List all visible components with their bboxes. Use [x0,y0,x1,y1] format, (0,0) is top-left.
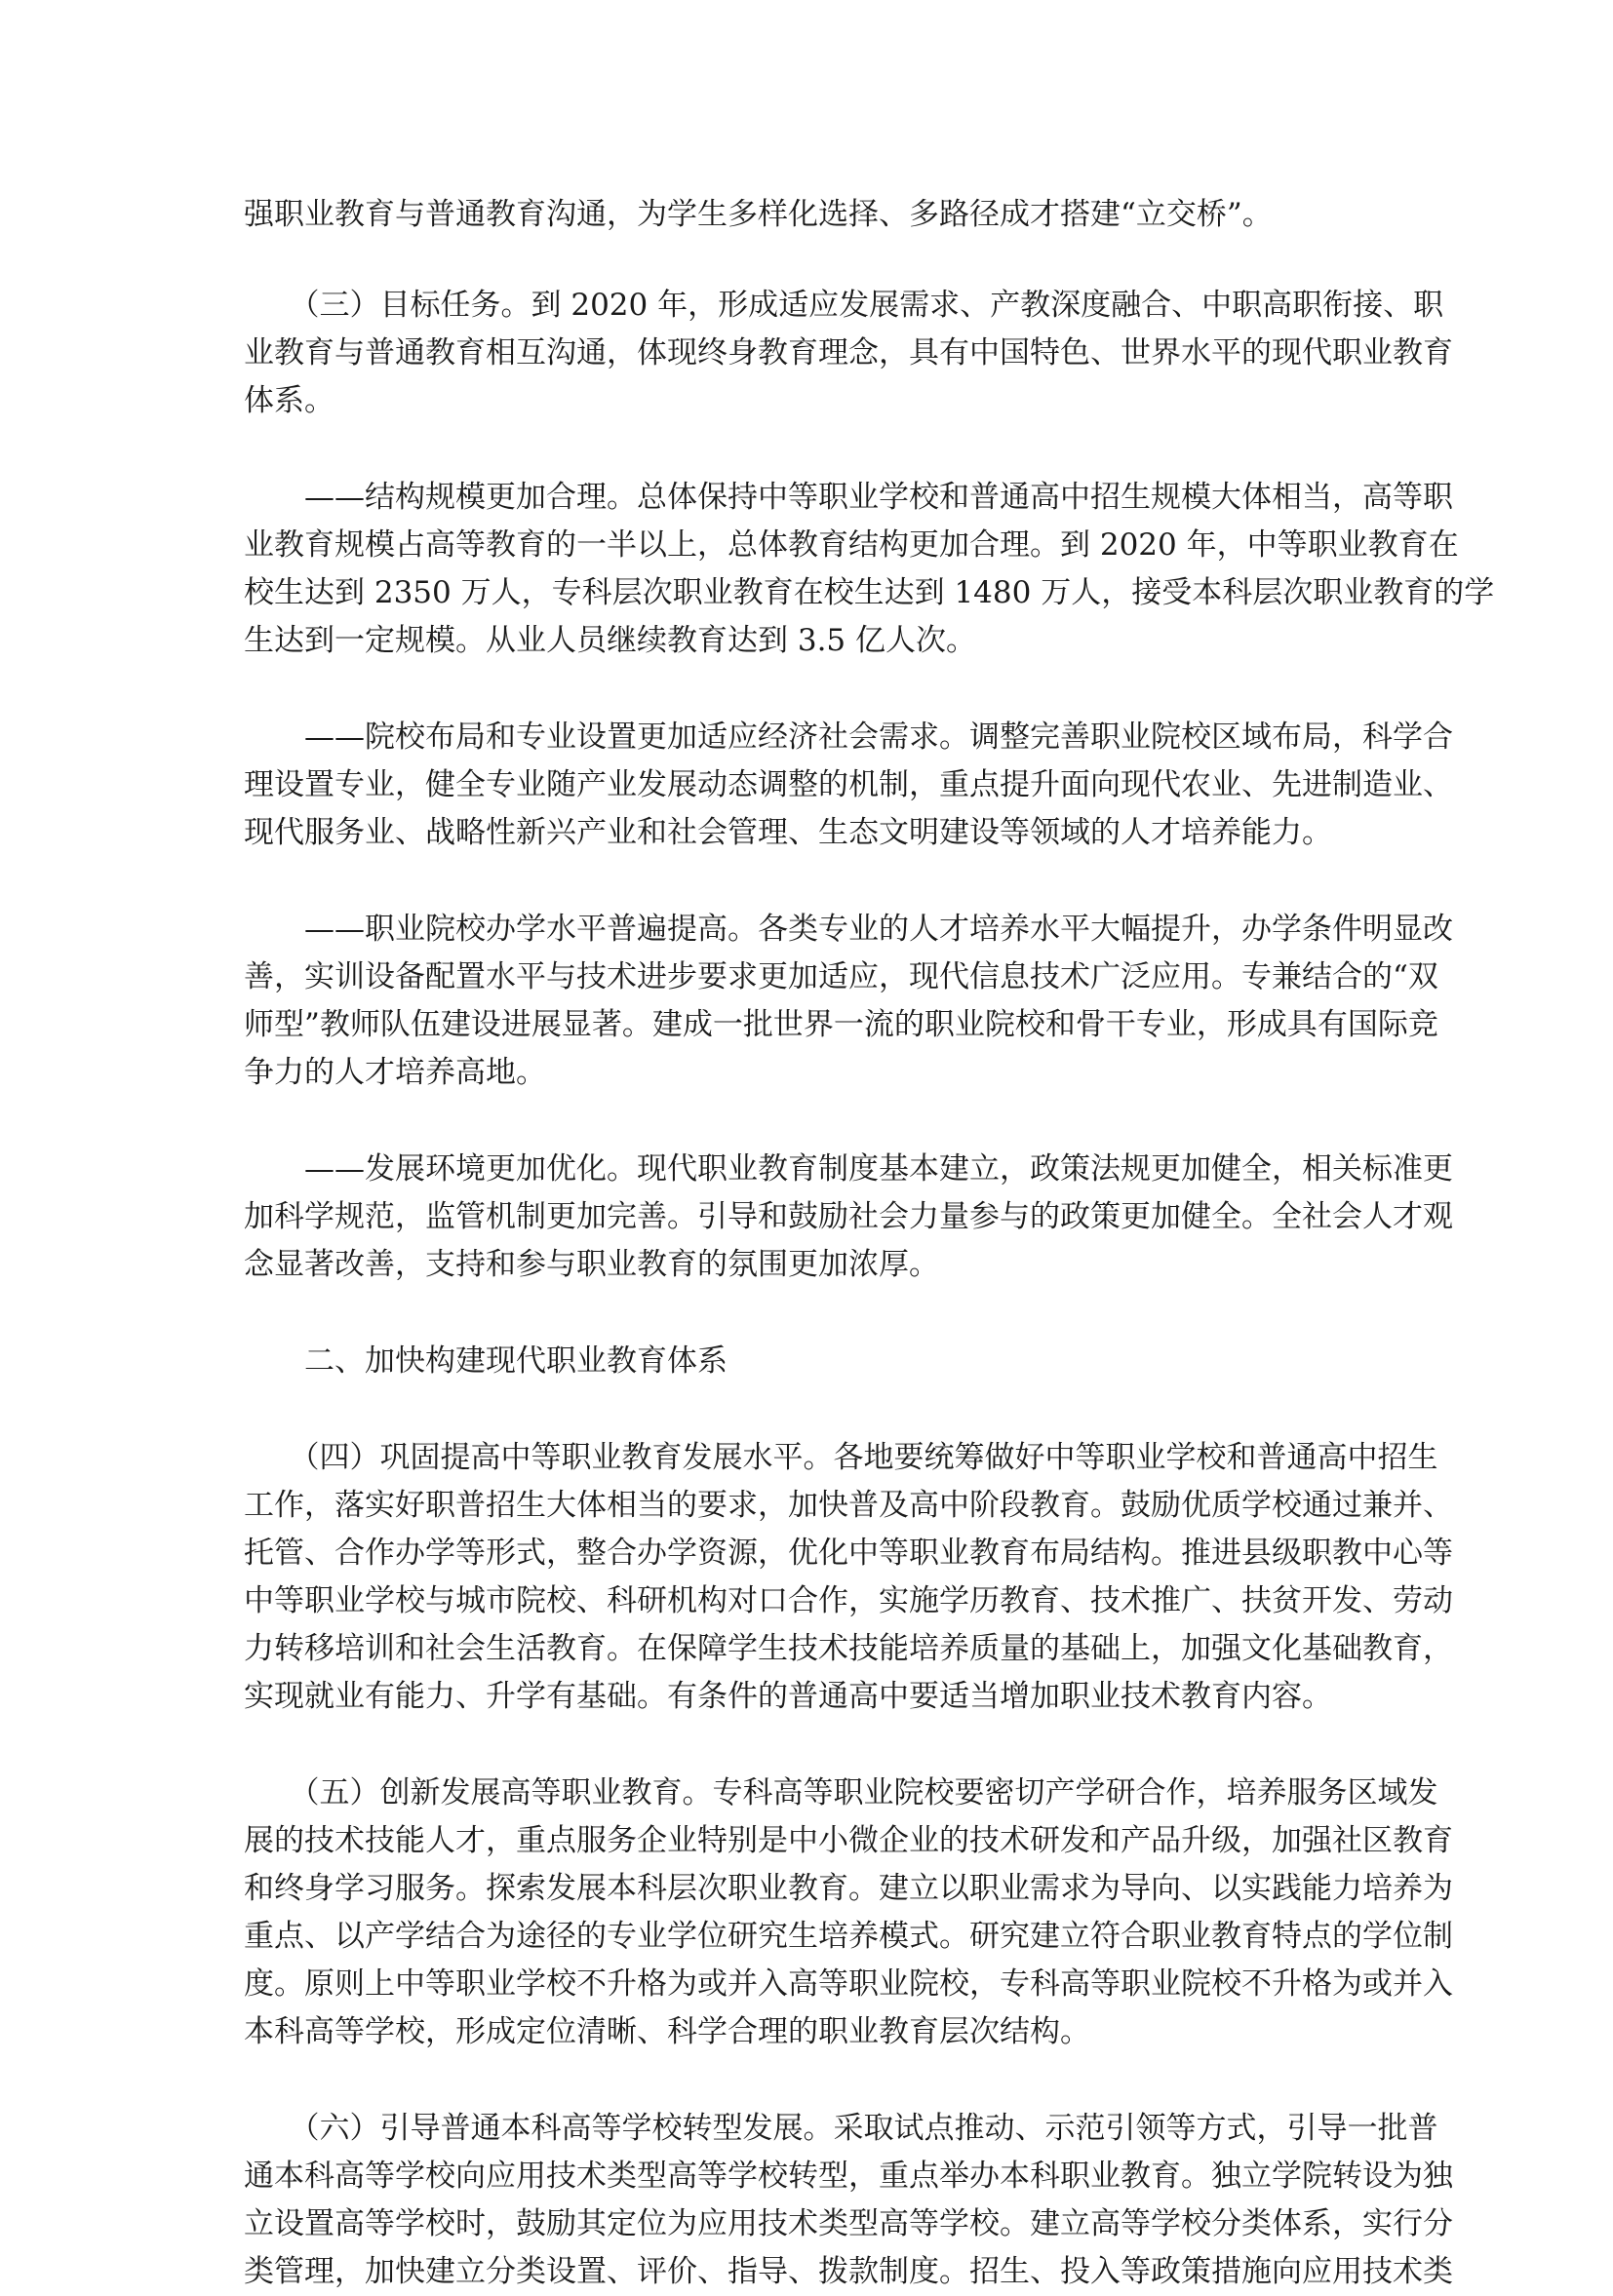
paragraph-level [244,906,1453,1097]
text-line: 现代服务业、战略性新兴产业和社会管理、生态文明建设等领域的人才培养能力。 [244,815,1332,850]
text-line: 体系。 [244,383,334,418]
paragraph-undergrad [244,2105,1453,2296]
text-line: 重点、以产学结合为途径的专业学位研究生培养模式。研究建立符合职业教育特点的学位制 [244,1919,1453,1954]
text-line: 师型”教师队伍建设进展显著。建成一批世界一流的职业院校和骨干专业，形成具有国际竞 [244,1007,1438,1042]
text-line: 业教育规模占高等教育的一半以上，总体教育结构更加合理。到 2020 年，中等职业教育在 [244,527,1459,563]
paragraph-secondary [244,1434,1453,1721]
text-line: ——发展环境更加优化。现代职业教育制度基本建立，政策法规更加健全，相关标准更 [244,1151,1453,1187]
paragraph-environment [244,1146,1453,1289]
paragraph-higher [244,1770,1453,2056]
paragraph-goal [244,282,1453,425]
text-line: 通本科高等学校向应用技术类型高等学校转型，重点举办本科职业教育。独立学院转设为独 [244,2159,1453,2194]
paragraph-structure [244,474,1495,665]
text-line: 二、加快构建现代职业教育体系 [244,1343,728,1379]
text-line: 托管、合作办学等形式，整合办学资源，优化中等职业教育布局结构。推进县级职教中心等 [244,1536,1453,1571]
text-line: 类管理，加快建立分类设置、评价、指导、拨款制度。招生、投入等政策措施向应用技术类 [244,2254,1453,2289]
text-line: ——职业院校办学水平普遍提高。各类专业的人才培养水平大幅提升，办学条件明显改 [244,912,1453,947]
text-line: 善，实训设备配置水平与技术进步要求更加适应，现代信息技术广泛应用。专兼结合的“双 [244,959,1438,994]
text-line: 工作，落实好职普招生大体相当的要求，加快普及高中阶段教育。鼓励优质学校通过兼并、 [244,1488,1453,1523]
text-line: 加科学规范，监管机制更加完善。引导和鼓励社会力量参与的政策更加健全。全社会人才观 [244,1199,1453,1234]
paragraph-layout [244,714,1453,857]
text-line: 理设置专业，健全专业随产业发展动态调整的机制，重点提升面向现代农业、先进制造业、 [244,767,1453,802]
text-line: ——院校布局和专业设置更加适应经济社会需求。调整完善职业院校区域布局，科学合 [244,720,1453,755]
text-line: （五）创新发展高等职业教育。专科高等职业院校要密切产学研合作，培养服务区域发 [244,1775,1438,1810]
text-line: 中等职业学校与城市院校、科研机构对口合作，实施学历教育、技术推广、扶贫开发、劳动 [244,1583,1453,1618]
text-line: 立设置高等学校时，鼓励其定位为应用技术类型高等学校。建立高等学校分类体系，实行分 [244,2206,1453,2241]
text-line: 力转移培训和社会生活教育。在保障学生技术技能培养质量的基础上，加强文化基础教育， [244,1631,1453,1666]
text-line: 念显著改善，支持和参与职业教育的氛围更加浓厚。 [244,1247,939,1282]
text-line: 校生达到 2350 万人，专科层次职业教育在校生达到 1480 万人，接受本科层次职业教育的学 [244,575,1495,610]
text-line: 度。原则上中等职业学校不升格为或并入高等职业院校，专科高等职业院校不升格为或并入 [244,1966,1453,2002]
text-line: 和终身学习服务。探索发展本科层次职业教育。建立以职业需求为导向、以实践能力培养为 [244,1871,1453,1906]
text-line: 强职业教育与普通教育沟通，为学生多样化选择、多路径成才搭建“立交桥”。 [244,197,1273,232]
text-line: 争力的人才培养高地。 [244,1055,546,1090]
text-line: 实现就业有能力、升学有基础。有条件的普通高中要适当增加职业技术教育内容。 [244,1679,1332,1714]
text-line: ——结构规模更加合理。总体保持中等职业学校和普通高中招生规模大体相当，高等职 [244,480,1453,515]
text-line: 展的技术技能人才，重点服务企业特别是中小微企业的技术研发和产品升级，加强社区教育 [244,1823,1453,1858]
text-line: （六）引导普通本科高等学校转型发展。采取试点推动、示范引领等方式，引导一批普 [244,2111,1438,2146]
text-line: 生达到一定规模。从业人员继续教育达到 3.5 亿人次。 [244,623,977,658]
text-line: 业教育与普通教育相互沟通，体现终身教育理念，具有中国特色、世界水平的现代职业教育 [244,335,1453,370]
paragraph-intro-tail [244,191,1371,239]
text-line: （三）目标任务。到 2020 年，形成适应发展需求、产教深度融合、中职高职衔接、职 [244,288,1444,323]
text-line: （四）巩固提高中等职业教育发展水平。各地要统筹做好中等职业学校和普通高中招生 [244,1440,1438,1475]
document-page [244,191,1495,2296]
text-line: 本科高等学校，形成定位清晰、科学合理的职业教育层次结构。 [244,2014,1090,2049]
section-heading [244,1338,1371,1385]
